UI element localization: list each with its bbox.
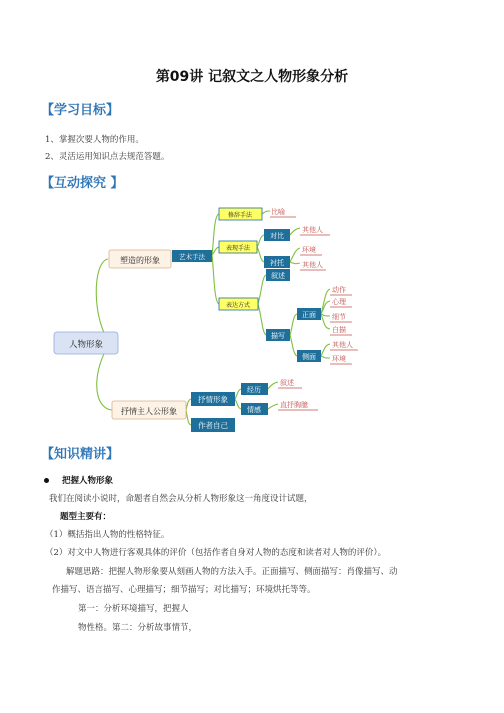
- mm-contrast-other: 其他人: [302, 226, 323, 234]
- section-knowledge: 【知识精讲】: [41, 447, 120, 462]
- idea-line-2: 作描写、语言描写、心理描写；细节描写；对比描写；环境烘托等等。: [52, 585, 316, 595]
- mm-sketch: 白描: [332, 326, 346, 334]
- mm-experience: 经历: [247, 386, 261, 394]
- types-label: 题型主要有：: [60, 512, 112, 522]
- mm-expression: 表现手法: [225, 245, 251, 252]
- step-line-1: 第一：分析环境描写，把握人: [78, 604, 189, 614]
- mm-foil-other: 其他人: [302, 261, 323, 269]
- mm-author: 作者自己: [198, 421, 228, 430]
- mm-narrate2: 叙述: [280, 379, 294, 387]
- mm-side-other: 其他人: [332, 341, 353, 349]
- mm-side: 侧面: [302, 353, 316, 361]
- mm-front: 正面: [302, 311, 316, 319]
- step-line-2: 物性格。第二：分析故事情节，: [78, 623, 198, 633]
- goal-1: 1、掌握次要人物的作用。: [45, 135, 144, 145]
- mm-express-way: 表达方式: [225, 302, 251, 309]
- section-goals: 【学习目标】: [41, 103, 120, 118]
- goal-2: 2、灵活运用知识点去规范答题。: [45, 152, 170, 162]
- mm-emotion: 情感: [247, 406, 261, 414]
- bullet-dot: [44, 478, 49, 483]
- mm-narrate: 叙述: [271, 272, 285, 280]
- knowledge-intro: 我们在阅读小说时，命题者自然会从分析人物形象这一角度设计试题，: [49, 494, 313, 504]
- idea-line-1: 解题思路：把握人物形象要从刻画人物的方法入手。正面描写、侧面描写：肖像描写、动: [66, 567, 398, 577]
- page-title: 第09讲 记叙文之人物形象分析: [155, 69, 349, 85]
- mm-describe: 描写: [271, 332, 285, 340]
- type-item-2: （2）对文中人物进行客观具体的评价（包括作者自身对人物的态度和读者对人物的评价）。: [45, 548, 387, 558]
- mm-foil: 衬托: [270, 259, 284, 267]
- mm-side-env: 环境: [332, 355, 346, 363]
- mm-root: 人物形象: [68, 340, 104, 350]
- mm-metaphor: 比喻: [271, 208, 285, 216]
- mm-lyric: 抒情主人公形象: [121, 407, 177, 416]
- mm-lyric-image: 抒情形象: [198, 395, 228, 404]
- mm-direct: 直抒胸臆: [280, 401, 308, 409]
- mm-contrast: 对比: [270, 232, 284, 240]
- mm-detail: 细节: [332, 313, 346, 321]
- type-item-1: （1）概括指出人物的性格特征。: [45, 530, 170, 540]
- mm-mind: 心理: [332, 298, 346, 306]
- mm-foil-env: 环境: [302, 246, 316, 254]
- section-explore: 【互动探究 】: [41, 176, 124, 191]
- mm-rhetoric: 修辞手法: [227, 212, 253, 219]
- mm-action: 动作: [332, 286, 346, 294]
- mm-art: 艺术手法: [179, 253, 205, 261]
- knowledge-heading: 把握人物形象: [62, 476, 114, 486]
- mm-shaped: 塑造的形象: [120, 256, 160, 265]
